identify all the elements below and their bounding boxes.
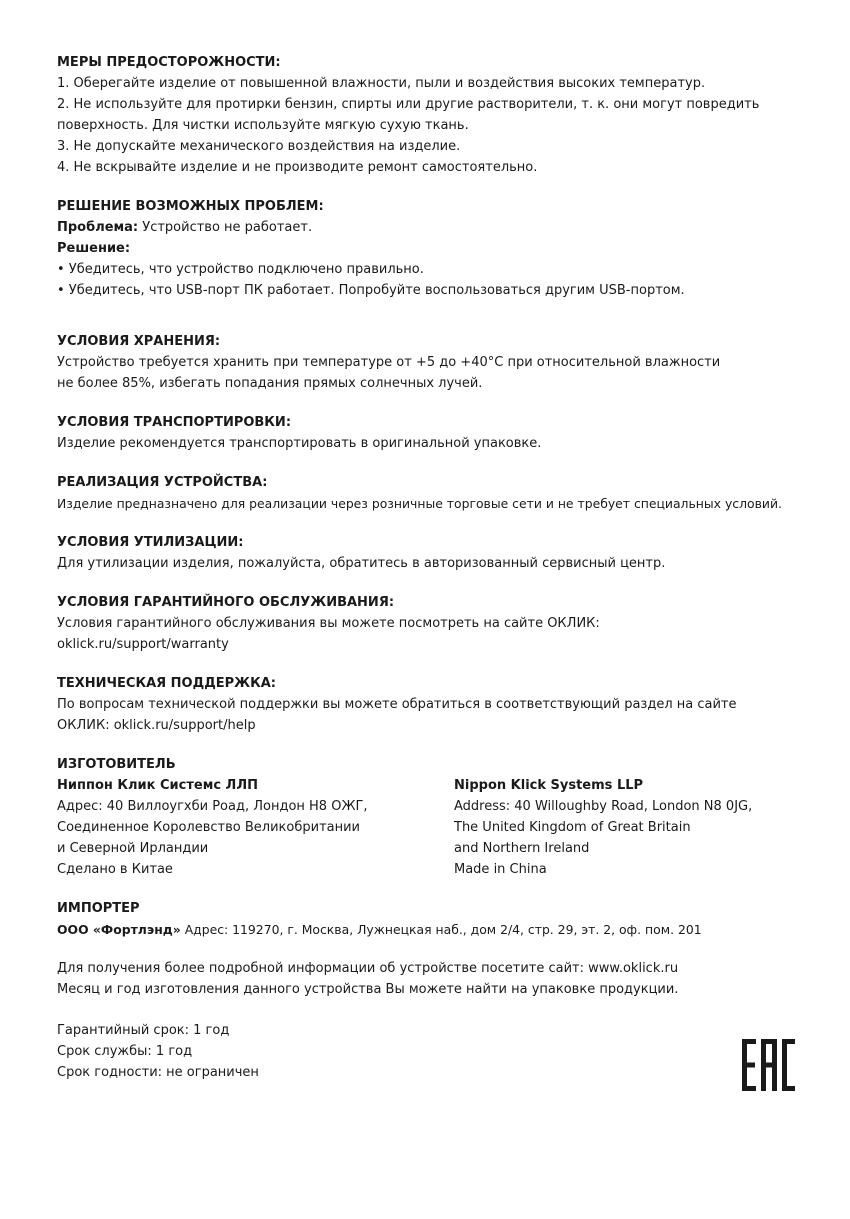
problem-line <box>57 217 827 238</box>
section-title: ТЕХНИЧЕСКАЯ ПОДДЕРЖКА: <box>57 676 276 691</box>
section-terms <box>57 1020 827 1083</box>
manufacturer-line: Made in China <box>454 862 547 877</box>
manufacturer-line: and Northern Ireland <box>454 841 590 856</box>
manufacturer-line: Соединенное Королевство Великобритании <box>57 820 361 835</box>
info-line: Месяц и год изготовления данного устройства Вы можете найти на упаковке продукции. <box>57 982 679 997</box>
storage-line: не более 85%, избегать попадания прямых солнечных лучей. <box>57 376 483 391</box>
section-title: ИМПОРТЕР <box>57 901 140 916</box>
section-title: РЕШЕНИЕ ВОЗМОЖНЫХ ПРОБЛЕМ: <box>57 199 324 214</box>
sale-text: Изделие предназначено для реализации через розничные торговые сети и не требует специальных условий. <box>57 496 782 511</box>
warranty-link: oklick.ru/support/warranty <box>57 637 229 652</box>
section-warranty <box>57 592 827 655</box>
section-importer <box>57 898 827 940</box>
importer-address: Адрес: 119270, г. Москва, Лужнецкая наб., дом 2/4, стр. 29, эт. 2, оф. пом. 201 <box>180 922 702 937</box>
section-title: РЕАЛИЗАЦИЯ УСТРОЙСТВА: <box>57 475 268 490</box>
precaution-item: 1. Оберегайте изделие от повышенной влажности, пыли и воздействия высоких температур. <box>57 76 706 91</box>
section-title: УСЛОВИЯ ХРАНЕНИЯ: <box>57 334 221 349</box>
shelf-life: Срок годности: не ограничен <box>57 1065 259 1080</box>
section-info <box>57 958 827 1000</box>
problem-label: Проблема: <box>57 220 139 235</box>
section-title: МЕРЫ ПРЕДОСТОРОЖНОСТИ: <box>57 55 281 70</box>
support-line: По вопросам технической поддержки вы можете обратиться в соответствующий раздел на сайте <box>57 697 737 712</box>
transport-text: Изделие рекомендуется транспортировать в оригинальной упаковке. <box>57 436 542 451</box>
disposal-text: Для утилизации изделия, пожалуйста, обратитесь в авторизованный сервисный центр. <box>57 556 666 571</box>
section-sale <box>57 472 827 514</box>
solution-item: • Убедитесь, что USB-порт ПК работает. Попробуйте воспользоваться другим USB-портом. <box>57 283 685 298</box>
section-disposal <box>57 532 827 574</box>
section-transport <box>57 412 827 454</box>
section-title: УСЛОВИЯ УТИЛИЗАЦИИ: <box>57 535 244 550</box>
problem-text: Устройство не работает. <box>138 220 313 235</box>
info-line: Для получения более подробной информации об устройстве посетите сайт: www.oklick.ru <box>57 961 679 976</box>
manufacturer-name: Nippon Klick Systems LLP <box>454 778 644 793</box>
section-troubleshooting <box>57 196 827 301</box>
manufacturer-line: Address: 40 Willoughby Road, London N8 0JG, <box>454 799 753 814</box>
manufacturer-name: Ниппон Клик Системс ЛЛП <box>57 778 259 793</box>
manufacturer-ru <box>57 775 454 880</box>
support-line: ОКЛИК: oklick.ru/support/help <box>57 718 256 733</box>
warranty-period: Гарантийный срок: 1 год <box>57 1023 230 1038</box>
eac-mark-icon <box>742 1039 795 1091</box>
section-title: ИЗГОТОВИТЕЛЬ <box>57 757 176 772</box>
manufacturer-en <box>454 775 827 880</box>
solution-label: Решение: <box>57 241 131 256</box>
warranty-line: Условия гарантийного обслуживания вы можете посмотреть на сайте ОКЛИК: <box>57 616 600 631</box>
manufacturer-columns <box>57 775 827 880</box>
manufacturer-line: The United Kingdom of Great Britain <box>454 820 691 835</box>
service-life: Срок службы: 1 год <box>57 1044 193 1059</box>
manufacturer-line: Адрес: 40 Виллоугхби Роад, Лондон Н8 ОЖГ, <box>57 799 368 814</box>
section-manufacturer <box>57 754 827 880</box>
manufacturer-line: и Северной Ирландии <box>57 841 209 856</box>
section-precautions <box>57 52 827 178</box>
precaution-item: 2. Не используйте для протирки бензин, спирты или другие растворители, т. к. они могут повредить поверхность. Для чистки используйте мягкую сухую ткань. <box>57 97 760 133</box>
manufacturer-line: Сделано в Китае <box>57 862 173 877</box>
section-support <box>57 673 827 736</box>
document-content <box>57 52 827 1101</box>
section-title: УСЛОВИЯ ТРАНСПОРТИРОВКИ: <box>57 415 292 430</box>
storage-line: Устройство требуется хранить при температуре от +5 до +40°С при относительной влажности <box>57 355 721 370</box>
precaution-item: 4. Не вскрывайте изделие и не производите ремонт самостоятельно. <box>57 160 538 175</box>
importer-line <box>57 919 827 940</box>
section-title: УСЛОВИЯ ГАРАНТИЙНОГО ОБСЛУЖИВАНИЯ: <box>57 595 395 610</box>
importer-name: ООО «Фортлэнд» <box>57 922 181 937</box>
precaution-item: 3. Не допускайте механического воздействия на изделие. <box>57 139 461 154</box>
section-storage <box>57 331 827 394</box>
solution-item: • Убедитесь, что устройство подключено правильно. <box>57 262 424 277</box>
